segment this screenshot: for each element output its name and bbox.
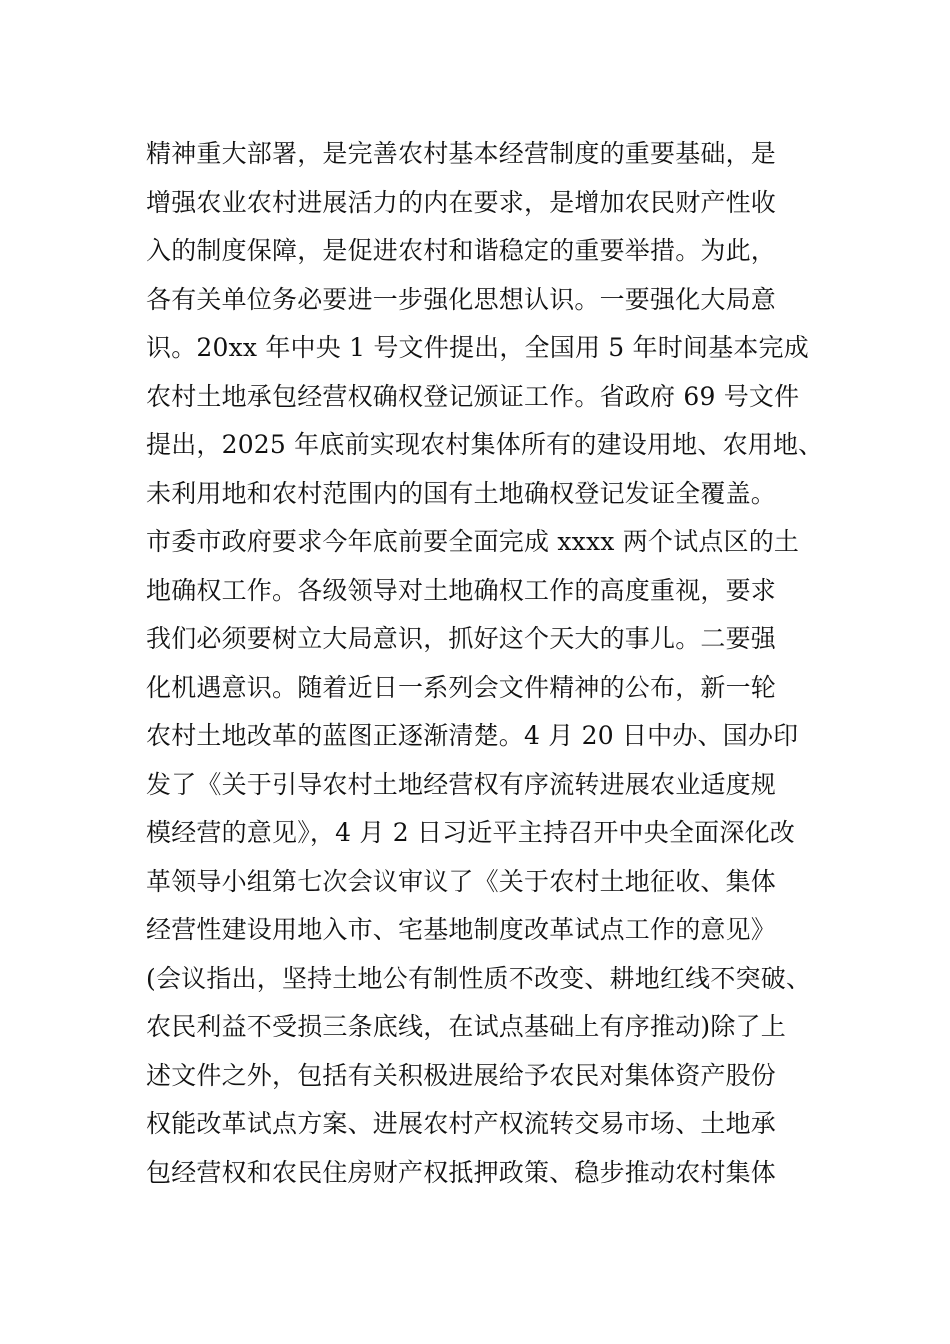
text-line: 识。20xx 年中央 1 号文件提出，全国用 5 年时间基本完成	[146, 333, 809, 362]
text-line: 增强农业农村进展活力的内在要求，是增加农民财产性收	[146, 187, 777, 217]
text-line: 化机遇意识。随着近日一系列会文件精神的公布，新一轮	[146, 672, 777, 702]
text-line: 农村土地承包经营权确权登记颁证工作。省政府 69 号文件	[146, 381, 800, 411]
text-line: 提出，2025 年底前实现农村集体所有的建设用地、农用地、	[146, 430, 824, 459]
text-line: 农村土地改革的蓝图正逐渐清楚。4 月 20 日中办、国办印	[146, 721, 799, 750]
text-line: 模经营的意见》，4 月 2 日习近平主持召开中央全面深化改	[146, 818, 795, 847]
text-line: 包经营权和农民住房财产权抵押政策、稳步推动农村集体	[146, 1157, 777, 1187]
text-line: 入的制度保障，是促进农村和谐稳定的重要举措。为此，	[146, 236, 777, 265]
text-line: 未利用地和农村范围内的国有土地确权登记发证全覆盖。	[146, 478, 777, 508]
text-line: 地确权工作。各级领导对土地确权工作的高度重视，要求	[146, 575, 777, 605]
text-line: 经营性建设用地入市、宅基地制度改革试点工作的意见》	[146, 915, 777, 944]
text-line: 我们必须要树立大局意识，抓好这个天大的事儿。二要强	[146, 624, 777, 653]
body-text	[146, 130, 826, 1197]
text-line: 农民利益不受损三条底线，在试点基础上有序推动)除了上	[146, 1012, 786, 1041]
text-line: 精神重大部署，是完善农村基本经营制度的重要基础，是	[146, 139, 777, 168]
text-line: 权能改革试点方案、进展农村产权流转交易市场、土地承	[146, 1109, 777, 1138]
text-line: 革领导小组第七次会议审议了《关于农村土地征收、集体	[146, 866, 777, 896]
text-line: 发了《关于引导农村土地经营权有序流转进展农业适度规	[146, 769, 777, 799]
text-line: 述文件之外，包括有关积极进展给予农民对集体资产股份	[146, 1060, 777, 1090]
text-line: (会议指出，坚持土地公有制性质不改变、耕地红线不突破、	[146, 963, 812, 993]
text-line: 各有关单位务必要进一步强化思想认识。一要强化大局意	[146, 284, 777, 314]
text-line: 市委市政府要求今年底前要全面完成 xxxx 两个试点区的土	[146, 527, 800, 556]
